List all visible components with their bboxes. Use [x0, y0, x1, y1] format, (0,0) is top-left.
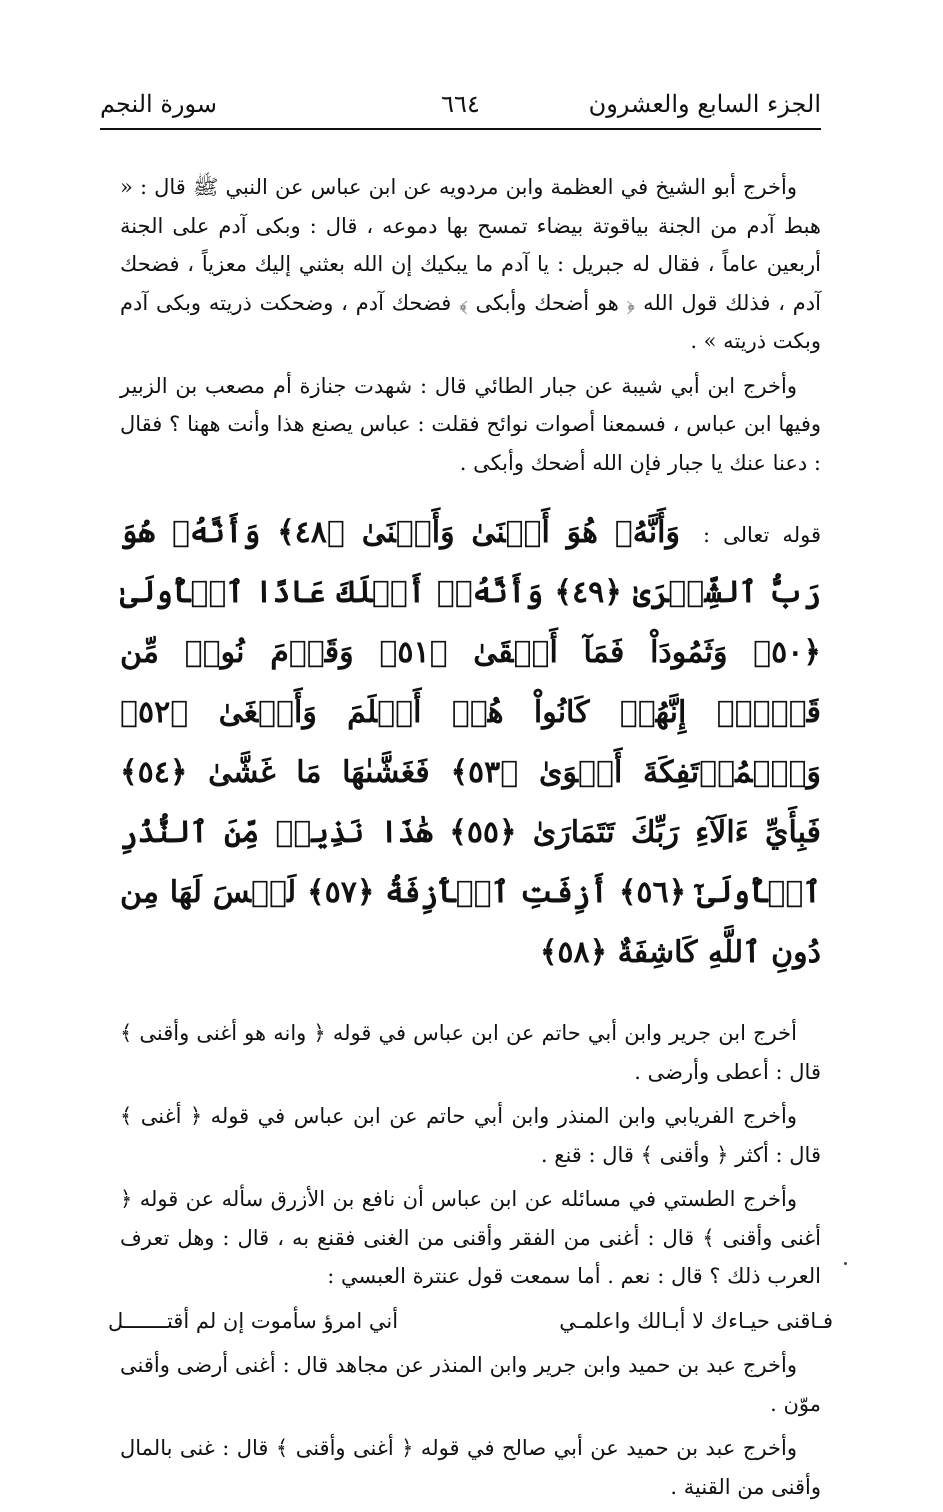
header-rule [100, 128, 821, 130]
poem-second-hemistich: أني امرؤ سأموت إن لم أقتـــــــل [108, 1308, 399, 1333]
paragraph-mujahid: وأخرج عبد بن حميد وابن جرير وابن المنذر عن مجاهد قال : أغنى أرضى وأقنى موّن . [120, 1353, 821, 1416]
juz-title: الجزء السابع والعشرون [588, 90, 821, 118]
paragraph-adam-hadith: وأخرج أبو الشيخ في العظمة وابن مردويه عن ابن عباس عن النبي ﷺ قال : « هبط آدم من الجنة بياقوتة بيضاء تمسح بها دموعه ، قال : وبكى آدم على الجنة أربعين عاماً ، فقال له جبريل : يا آدم ما يبكيك إن الله بعثني إليك معزياً ، فضحك آدم ، فذلك قول الله ﴿ هو أضحك وأبكى ﴾ فضحك آدم ، وضحكت ذريته وبكى آدم وبكت ذريته » . [120, 175, 821, 353]
page-body [108, 168, 833, 1512]
paragraph-jabbar-narration: وأخرج ابن أبي شيبة عن جبار الطائي قال : شهدت جنازة أم مصعب بن الزبير وفيها ابن عباس ، فسمعنا أصوات نوائح فقلت : عباس يصنع هذا وأنت ههنا ؟ فقال : دعنا عنك يا جبار فإن الله أضحك وأبكى . [120, 373, 821, 475]
paragraph-ibn-jarir: أخرج ابن جرير وابن أبي حاتم عن ابن عباس في قوله ﴿ وانه هو أغنى وأقنى ﴾ قال : أعطى وأرضى . [120, 1021, 821, 1084]
paragraph-tasti: وأخرج الطستي في مسائله عن ابن عباس أن نافع بن الأزرق سأله عن قوله ﴿ أغنى وأقنى ﴾ قال : أغنى من الفقر وأقنى من الغنى فقنع به ، قال : وهل تعرف العرب ذلك ؟ قال : نعم . أما سمعت قول عنترة العبسي : [120, 1187, 821, 1288]
surah-title: سورة النجم [100, 90, 217, 118]
paragraph-abu-salih: وأخرج عبد بن حميد عن أبي صالح في قوله ﴿ أغنى وأقنى ﴾ قال : غنى بالمال وأقنى من القنية . [120, 1436, 821, 1499]
page-header [100, 86, 821, 126]
poem-first-hemistich: فـاقنى حيـاءك لا أبـالك واعلمـي [559, 1308, 833, 1333]
quran-verse-block [120, 504, 821, 984]
page-number: ٦٦٤ [441, 90, 480, 118]
scan-dot [844, 1262, 847, 1265]
poem-verse [108, 1302, 833, 1341]
verse-text: وَأَنَّهُۥ هُوَ أَغۡنَىٰ وَأَقۡنَىٰ ﴿٤٨﴾ وَأَنَّهُۥ هُوَ رَبُّ ٱلشِّعۡرَىٰ ﴿٤٩﴾ وَأَنَّهُۥٓ أَهۡلَكَ عَادًا ٱلۡأُولَىٰ ﴿٥٠﴾ وَثَمُودَاْ فَمَآ أَبۡقَىٰ ﴿٥١﴾ وَقَوۡمَ نُوحٖ مِّن قَبۡلُۖ إِنَّهُمۡ كَانُواْ هُمۡ أَظۡلَمَ وَأَطۡغَىٰ ﴿٥٢﴾ وَٱلۡمُؤۡتَفِكَةَ أَهۡوَىٰ ﴿٥٣﴾ فَغَشَّىٰهَا مَا غَشَّىٰ ﴿٥٤﴾ فَبِأَيِّ ءَالَآءِ رَبِّكَ تَتَمَارَىٰ ﴿٥٥﴾ هَٰذَا نَذِيرٞ مِّنَ ٱلنُّذُرِ ٱلۡأُولَىٰٓ ﴿٥٦﴾ أَزِفَتِ ٱلۡأٓزِفَةُ ﴿٥٧﴾ لَيۡسَ لَهَا مِن دُونِ ٱللَّهِ كَاشِفَةٌ ﴿٥٨﴾ [120, 515, 822, 970]
verse-label: قوله تعالى : [703, 523, 821, 547]
paragraph-firyabi: وأخرج الفريابي وابن المنذر وابن أبي حاتم عن ابن عباس في قوله ﴿ أغنى ﴾ قال : أكثر ﴿ وأقنى ﴾ قال : قنع . [120, 1104, 821, 1167]
